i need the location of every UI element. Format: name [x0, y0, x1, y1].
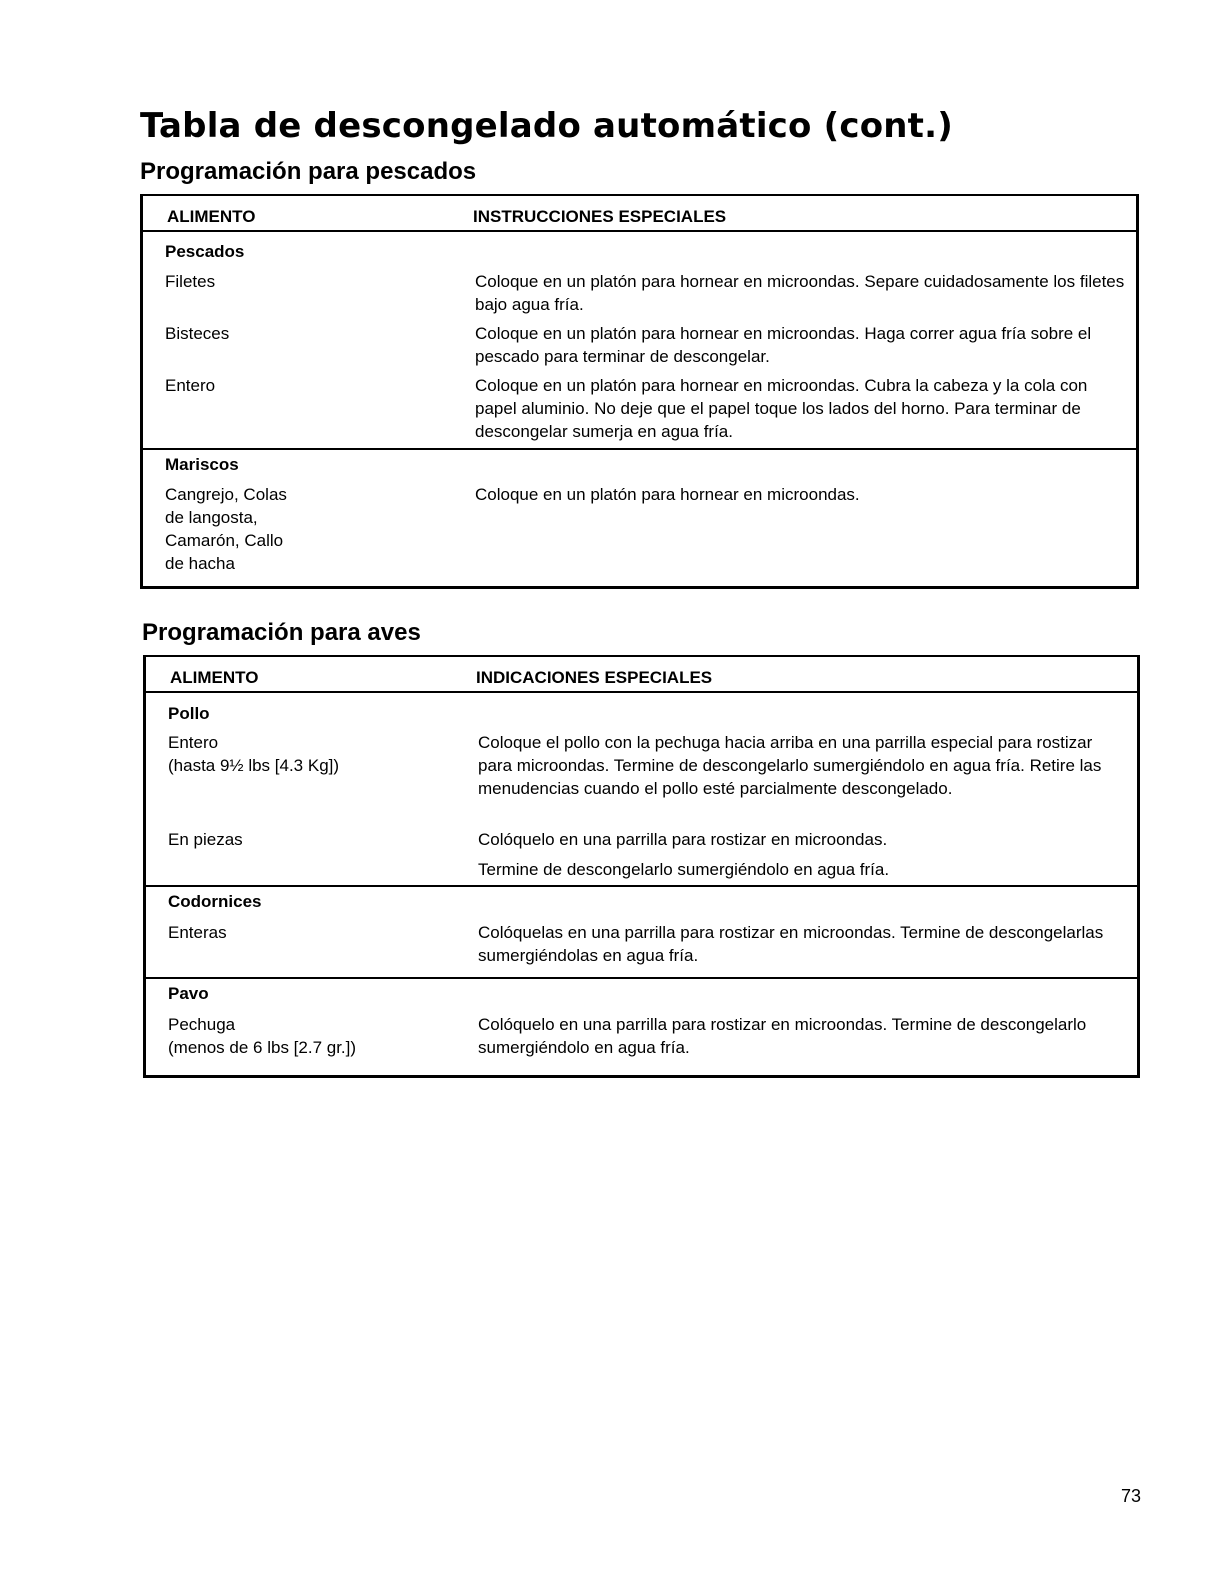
instruction-text: Colóquelas en una parrilla para rostizar en microondas. Termine de descongelarlas sumergiéndolas en agua fría.: [478, 923, 1104, 965]
food-item: Entero (hasta 9½ lbs [4.3 Kg]): [168, 733, 340, 775]
poultry-defrost-table: [143, 655, 1140, 1078]
group-divider: [146, 977, 1137, 979]
food-item: Entero: [165, 376, 216, 395]
group-heading-codornices: Codornices: [168, 892, 262, 911]
instruction-text: Coloque en un platón para hornear en microondas. Haga correr agua fría sobre el pescado para terminar de descongelar.: [475, 324, 1092, 366]
group-divider: [146, 885, 1137, 887]
table-header: [146, 657, 1137, 693]
table-header: [143, 196, 1136, 232]
group-heading-pollo: Pollo: [168, 704, 210, 723]
group-heading-pescados: Pescados: [165, 242, 245, 261]
food-item: Bisteces: [165, 324, 230, 343]
page-title: Tabla de descongelado automático (cont.): [140, 106, 953, 146]
poultry-section-title: Programación para aves: [142, 619, 421, 646]
group-heading-pavo: Pavo: [168, 984, 209, 1003]
food-item: Cangrejo, Colas de langosta, Camarón, Callo de hacha: [165, 485, 287, 573]
group-heading-mariscos: Mariscos: [165, 455, 239, 474]
instruction-text: Colóquelo en una parrilla para rostizar en microondas.: [478, 830, 888, 849]
instruction-text: Coloque el pollo con la pechuga hacia arriba en una parrilla especial para rostizar para microondas. Termine de descongelarlo sumergiéndolo en agua fría. Retire las menudencias cuando el pollo esté parcialmente descongelado.: [478, 733, 1102, 798]
column-header-instructions: INDICACIONES ESPECIALES: [476, 668, 713, 687]
food-item: Pechuga (menos de 6 lbs [2.7 gr.]): [168, 1015, 357, 1057]
column-header-instructions: INSTRUCCIONES ESPECIALES: [473, 207, 727, 226]
food-item: Filetes: [165, 272, 216, 291]
instruction-text: Colóquelo en una parrilla para rostizar en microondas. Termine de descongelarlo sumergiéndolo en agua fría.: [478, 1015, 1087, 1057]
instruction-text: Termine de descongelarlo sumergiéndolo en agua fría.: [478, 860, 890, 879]
food-item: Enteras: [168, 923, 227, 942]
instruction-text: Coloque en un platón para hornear en microondas. Cubra la cabeza y la cola con papel aluminio. No deje que el papel toque los lados del horno. Para terminar de descongelar sumerja en agua fría.: [475, 376, 1088, 441]
instruction-text: Coloque en un platón para hornear en microondas.: [475, 485, 860, 504]
column-header-food: ALIMENTO: [167, 207, 256, 226]
food-item: En piezas: [168, 830, 243, 849]
fish-defrost-table: [140, 194, 1139, 589]
page-number: 73: [1121, 1486, 1142, 1506]
instruction-text: Coloque en un platón para hornear en microondas. Separe cuidadosamente los filetes bajo agua fría.: [475, 272, 1125, 314]
fish-section-title: Programación para pescados: [140, 158, 477, 185]
group-divider: [143, 448, 1136, 450]
column-header-food: ALIMENTO: [170, 668, 259, 687]
